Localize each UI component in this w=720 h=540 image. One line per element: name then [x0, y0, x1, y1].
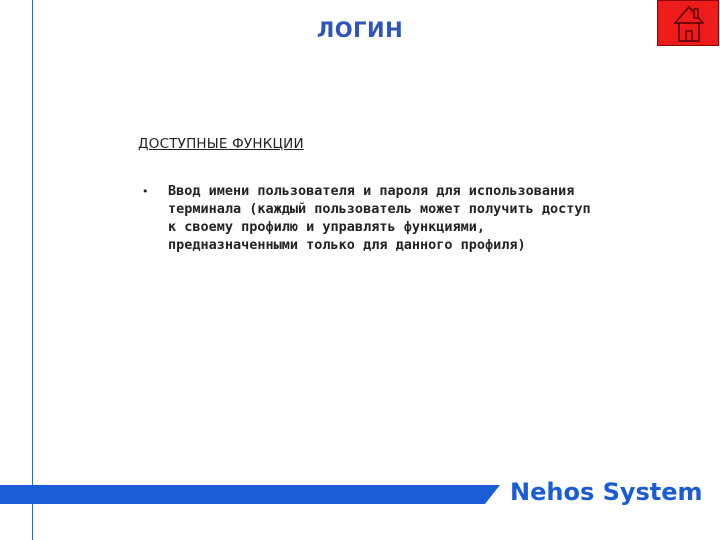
feature-list	[138, 182, 658, 254]
bullet-marker: •	[142, 185, 149, 198]
feature-text-line: к своему профилю и управлять функциями,	[168, 219, 485, 235]
left-divider-line	[32, 0, 33, 540]
footer-accent-bar	[0, 485, 500, 504]
feature-text-line: предназначенными только для данного профиля)	[168, 237, 526, 253]
feature-text-line: Ввод имени пользователя и пароля для использования	[168, 183, 575, 199]
brand-logo-text: Nehos System	[510, 478, 703, 506]
feature-text-line: терминала (каждый пользователь может получить доступ	[168, 201, 591, 217]
list-item	[138, 182, 658, 254]
section-heading: ДОСТУПНЫЕ ФУНКЦИИ	[138, 136, 304, 152]
home-icon	[673, 5, 705, 43]
page-title: ЛОГИН	[316, 18, 404, 42]
home-button[interactable]	[657, 0, 719, 46]
